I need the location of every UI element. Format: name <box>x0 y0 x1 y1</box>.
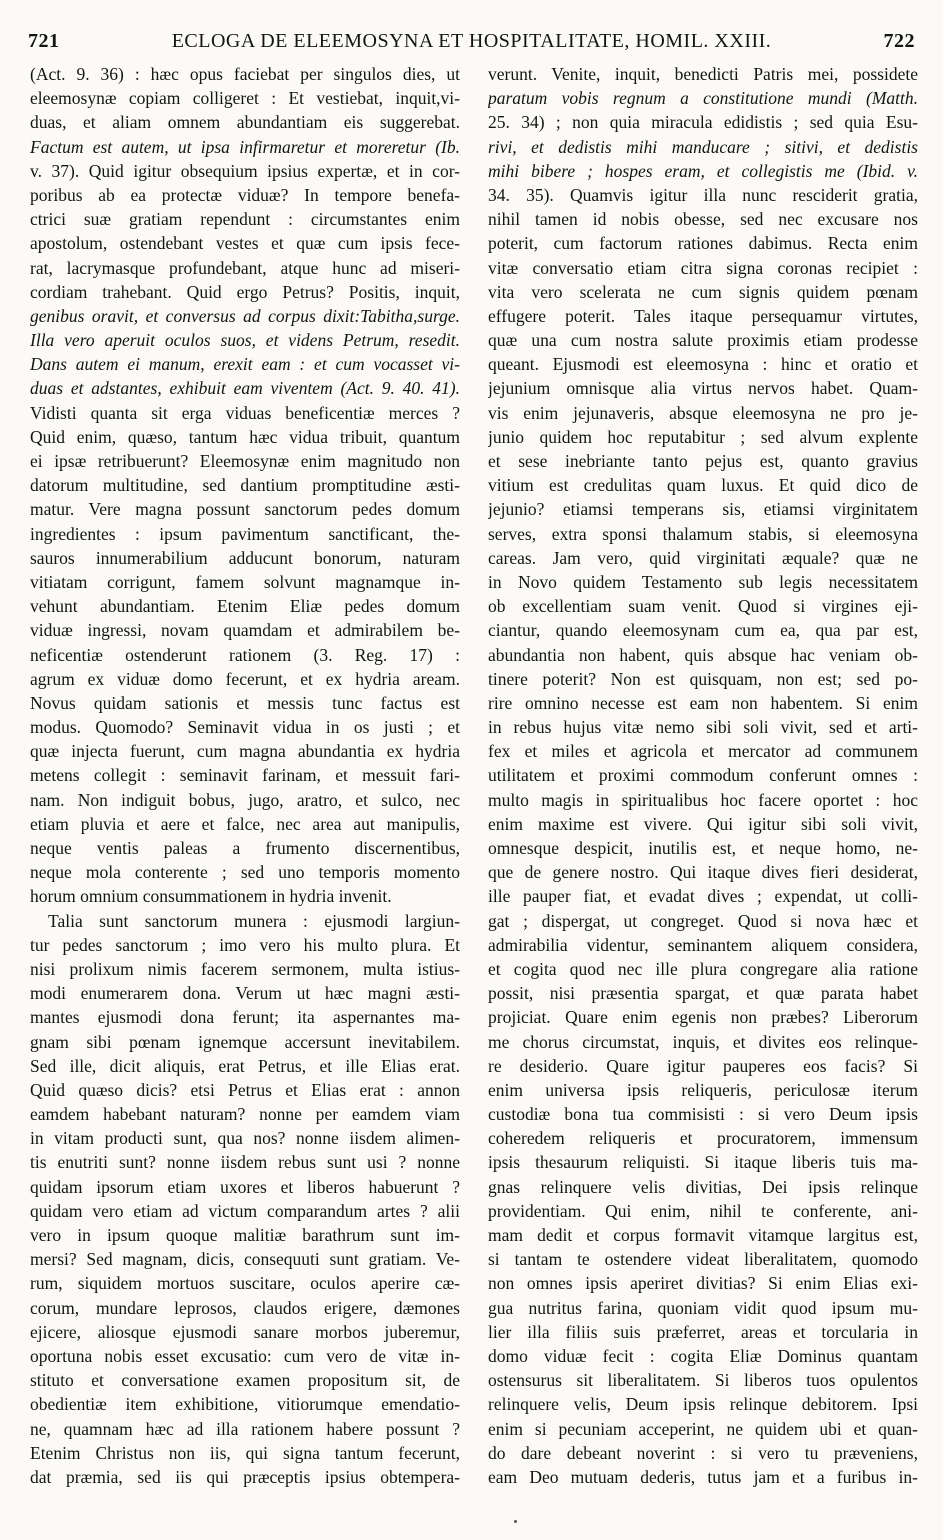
text-line: junio quidem hoc reputabitur ; sed alvum explente <box>488 426 918 447</box>
text-line: re desiderio. Quare igitur pauperes eos facis? Si <box>488 1055 918 1076</box>
text-line: modi enumerarem dona. Verum ut hæc magni æsti- <box>30 983 460 1004</box>
text-line: duas et adstantes, exhibuit eam viventem (Act. 9. 40. 41). <box>30 378 460 399</box>
text-line: datorum multitudine, sed dantium promptitudine æsti- <box>30 475 460 496</box>
text-line: fex et miles et agricola et mercator ad communem <box>488 741 918 762</box>
text-line: Factum est autem, ut ipsa infirmaretur et moreretur (Ib. <box>30 136 460 157</box>
text-line: obedientiæ item exhibitione, vitiorumque emendatio- <box>30 1394 460 1415</box>
text-line: quidam vero etiam ad victum comparandum artes ? alii <box>30 1200 460 1221</box>
text-line: apostolum, ostendebant vestes et quæ cum ipsis fece- <box>30 233 460 254</box>
text-line: gua nutritus farina, quoniam vidit quod ipsum mu- <box>488 1297 918 1318</box>
text-line: ei ipsæ retribuerunt? Eleemosynæ enim magnitudo non <box>30 451 460 471</box>
text-line: stituto et conversatione examen propositum sit, de <box>30 1370 460 1391</box>
text-line: ejicere, aliosque ejusmodi sanare morbos juberemur, <box>30 1321 460 1342</box>
text-line: mersi? Sed magnam, dicis, consequuti sunt gratiam. Ve- <box>30 1249 460 1270</box>
text-line: lier illa filiis suis præferret, areas et torcularia in <box>488 1321 918 1342</box>
text-line: utilitatem et proximi commodum conferunt omnes : <box>488 765 918 786</box>
text-line: serves, extra sponsi thalamum stabis, si eleemosyna <box>488 523 918 544</box>
text-line: matur. Vere magna possunt sanctorum pedes domum <box>30 499 460 520</box>
text-line: Dans autem ei manum, erexit eam : et cum vocasset vi- <box>30 354 460 375</box>
text-line: Sed ille, dicit aliquis, erat Petrus, et ille Elias erat. <box>30 1055 460 1076</box>
text-line: vero in ipsum quoque malitiæ barathrum sunt im- <box>30 1225 460 1245</box>
text-line: oportuna nobis esset excusatio: cum vero de vitæ in- <box>30 1345 460 1366</box>
text-line: admirabilia videntur, seminantem aliquem considera, <box>488 934 918 955</box>
text-line: quæ una cum nostra salute proximis etiam prodesse <box>488 330 918 351</box>
text-line: rat, lacrymasque profundebant, atque hunc ad miseri- <box>30 257 460 278</box>
text-line: etiam pluvia et aere et falce, nec area aut manipulis, <box>30 813 460 834</box>
text-line: poterit, cum factorum rationes dabimus. Recta enim <box>488 233 918 254</box>
text-line: rivi, et dedistis mihi manducare ; sitivi, et dedistis <box>488 136 918 157</box>
text-line: neficentiæ ostenderunt rationem (3. Reg. 17) : <box>30 644 460 665</box>
text-line: 34. 35). Quamvis igitur illa nunc resciderit gratia, <box>488 184 918 205</box>
text-line: metens collegit : seminavit farinam, et messuit fari- <box>30 765 460 786</box>
text-line: domo viduæ fecit : cogita Eliæ Dominus quantam <box>488 1345 918 1366</box>
text-line: providentiam. Qui enim, nihil te conferente, ani- <box>488 1200 918 1221</box>
print-speck <box>514 1520 517 1523</box>
text-line: si tantam te ostendere videat liberalitatem, quomodo <box>488 1249 918 1270</box>
text-line: et cogita quod nec ille plura congregare alia ratione <box>488 958 918 979</box>
text-line: Illa vero aperuit oculos suos, et videns Petrum, resedit. <box>30 330 460 351</box>
text-line: nihil tamen id nobis obesse, sed nec excusare nos <box>488 209 918 230</box>
text-line: me chorus circumstat, inquis, et divites eos relinque- <box>488 1031 918 1052</box>
text-line: enim maxime est vivere. Qui igitur sibi soli vivit, <box>488 813 918 834</box>
text-line: que de genere nostro. Qui itaque dives fieri desiderat, <box>488 862 918 883</box>
text-line: nam. Non indiguit bobus, jugo, aratro, et sulco, nec <box>30 789 460 810</box>
page-number-right: 722 <box>883 30 915 52</box>
text-line: do dare debeant noverint : si vero tu præveniens, <box>488 1442 918 1463</box>
text-line: vitæ conversatio etiam citra signa coronas recipiet : <box>488 257 918 278</box>
text-line: quidam ipsorum etiam uxores et liberos habuerunt ? <box>30 1176 460 1197</box>
text-line: duas, et aliam omnem abundantiam eis suggerebat. <box>30 112 460 133</box>
text-line: Etenim Christus non iis, qui signa tantum fecerunt, <box>30 1442 460 1463</box>
text-line: ne, quamnam hæc ad illa rationem habere possunt ? <box>30 1418 460 1439</box>
running-title: ECLOGA DE ELEEMOSYNA ET HOSPITALITATE, HOMIL. XXIII. <box>171 30 772 52</box>
text-column-right <box>488 62 918 1492</box>
text-line: ille pauper fiat, et evadat dives ; expendat, ut colli- <box>488 886 918 907</box>
text-line: enim si pecuniam acceperint, ne quidem ubi et quan- <box>488 1418 918 1439</box>
text-line: eamdem habebant naturam? nonne per eamdem viam <box>30 1104 460 1125</box>
text-line: ipsis thesaurum reliquisti. Si itaque liberis tuis ma- <box>488 1152 918 1173</box>
text-line: horum omnium consummationem in hydria invenit. <box>30 886 392 907</box>
text-line: verunt. Venite, inquit, benedicti Patris mei, possidete <box>488 64 918 84</box>
text-line: mantes ejusmodi dona ferunt; ita aspernantes ma- <box>30 1007 460 1028</box>
text-line: omnesque despicit, inutilis est, et neque homo, ne- <box>488 838 918 858</box>
text-line: Quid enim, quæso, tantum hæc vidua tribuit, quantum <box>30 426 460 447</box>
text-line: gnas relinquere velis divitias, Dei ipsis relinque <box>488 1176 918 1197</box>
text-line: effugere poterit. Tales itaque persequamur virtutes, <box>488 305 918 326</box>
text-line: mihi bibere ; hospes eram, et collegistis me (Ibid. v. <box>488 160 918 181</box>
text-line: jejunium omnisque alia virtus nervos habet. Quam- <box>488 378 918 399</box>
text-column-left <box>30 62 460 1492</box>
text-line: gnam sibi pœnam ignemque accersunt inevitabilem. <box>30 1031 460 1052</box>
text-line: vis enim jejunaveris, absque eleemosyna ne pro je- <box>488 402 918 423</box>
text-line: custodiæ bona tua commisisti : si vero Deum ipsis <box>488 1104 918 1125</box>
text-line: in rebus hujus vitæ nemo sibi soli vivit, sed et arti- <box>488 717 918 738</box>
text-line: nisi prolixum nimis facerem sermonem, multa istius- <box>30 958 460 979</box>
text-line: multo magis in spiritualibus hoc facere oportet : hoc <box>488 789 918 810</box>
text-line: paratum vobis regnum a constitutione mundi (Matth. <box>488 88 918 109</box>
text-line: 25. 34) ; non quia miracula edidistis ; sed quia Esu- <box>488 112 918 133</box>
text-line: in Novo quidem Testamento sub legis necessitatem <box>488 571 918 592</box>
text-line: Quid quæso dicis? etsi Petrus et Elias erat : annon <box>30 1079 460 1100</box>
text-line: ctrici suæ gratiam rependunt : circumstantes enim <box>30 209 460 230</box>
text-line: gat ; dispergat, ut congreget. Quod si nova hæc et <box>488 910 918 931</box>
page-number-left: 721 <box>28 30 60 52</box>
text-line: poribus ab ea protectæ viduæ? In tempore benefa- <box>30 184 460 205</box>
text-line: et sese inebriante tanto pejus est, quanto gravius <box>488 451 918 471</box>
text-line: non omnes ipsis aperiret divitias? Si enim Elias exi- <box>488 1273 918 1294</box>
text-line: relinquere velis, Deum ipsis relinque debitorem. Ipsi <box>488 1394 918 1415</box>
text-line: jejunio? etiamsi temperans sis, etiamsi virginitatem <box>488 499 918 520</box>
text-line: ob excellentiam suam venit. Quod si virgines eji- <box>488 596 918 617</box>
text-line: coheredem reliqueris et procuratorem, immensum <box>488 1128 918 1149</box>
text-line: sauros innumerabilium adducunt bonorum, naturam <box>30 547 460 568</box>
text-line: tis enutriti sunt? nonne iisdem rebus sunt usi ? nonne <box>30 1152 460 1173</box>
text-line: eam Deo mutuam dederis, tutus jam et a furibus in- <box>488 1466 918 1487</box>
text-line: v. 37). Quid igitur obsequium ipsius expertæ, et in cor- <box>30 160 460 181</box>
text-line: ingredientes : ipsum pavimentum sanctificant, the- <box>30 523 460 544</box>
text-line: vitium est credulitas quam luxus. Et quid dico de <box>488 475 918 496</box>
text-line: vita vero scelerata ne cum signis quidem pœnam <box>488 281 918 302</box>
text-line: Talia sunt sanctorum munera : ejusmodi largiun- <box>48 910 460 931</box>
text-line: ostensurus sit liberalitatem. Si liberos tuos opulentos <box>488 1370 918 1391</box>
text-line: dat præmia, sed iis qui præceptis ipsius obtempera- <box>30 1466 460 1487</box>
text-line: viduæ ingressi, novam quamdam et admirabilem be- <box>30 620 460 641</box>
text-line: ciantur, quando eleemosynam cum ea, qua par est, <box>488 620 918 641</box>
text-line: Novus quidam sationis et messis tunc factus est <box>30 692 460 713</box>
text-line: vehunt abundantiam. Etenim Eliæ pedes domum <box>30 596 460 617</box>
text-line: rire omnino necesse est eam non habentem. Si enim <box>488 692 918 713</box>
text-line: projiciat. Quare enim egenis non præbes? Liberorum <box>488 1007 918 1028</box>
text-line: careas. Jam vero, quid virginitati æquale? quæ ne <box>488 547 918 568</box>
text-line: vitiatam corrigunt, famem solvunt magnamque in- <box>30 571 460 592</box>
text-line: neque mola conterente ; sed uno temporis momento <box>30 862 460 883</box>
text-line: mam dedit et corpus formavit vitamque largitus est, <box>488 1225 918 1245</box>
text-line: tinere poterit? Non est quisquam, non est; sed po- <box>488 668 918 689</box>
running-header <box>28 30 915 54</box>
text-line: eleemosynæ copiam colligeret : Et vestiebat, inquit,vi- <box>30 88 460 109</box>
text-line: modus. Quomodo? Seminavit vidua in os justi ; et <box>30 717 460 738</box>
text-line: tur pedes sanctorum ; imo vero his multo plura. Et <box>30 934 460 955</box>
text-line: queant. Ejusmodi est eleemosyna : hinc et oratio et <box>488 354 918 375</box>
text-line: cordiam trahebant. Quid ergo Petrus? Positis, inquit, <box>30 281 460 302</box>
text-line: corum, mundare leprosos, claudos erigere, dæmones <box>30 1297 460 1318</box>
text-line: in vitam producti sunt, qua nos? nonne iisdem alimen- <box>30 1128 460 1149</box>
text-line: rum, siquidem mortuos suscitare, oculos aperire cæ- <box>30 1273 460 1294</box>
text-line: Vidisti quanta sit erga viduas beneficentiæ merces ? <box>30 402 460 423</box>
text-line: quæ injecta fuerunt, cum magna abundantia ex hydria <box>30 741 460 762</box>
text-line: possit, nisi præsentia spargat, et quæ parata habet <box>488 983 918 1004</box>
text-line: genibus oravit, et conversus ad corpus dixit:Tabitha,surge. <box>30 305 460 326</box>
text-line: enim universa ipsis reliqueris, periculosæ iterum <box>488 1079 918 1100</box>
text-line: neque ventis paleas a frumento discernentibus, <box>30 838 460 858</box>
text-line: abundantia non habent, quis absque hac veniam ob- <box>488 644 918 665</box>
text-line: agrum ex viduæ domo fecerunt, et ex hydria aream. <box>30 668 460 689</box>
text-line: (Act. 9. 36) : hæc opus faciebat per singulos dies, ut <box>30 64 460 84</box>
